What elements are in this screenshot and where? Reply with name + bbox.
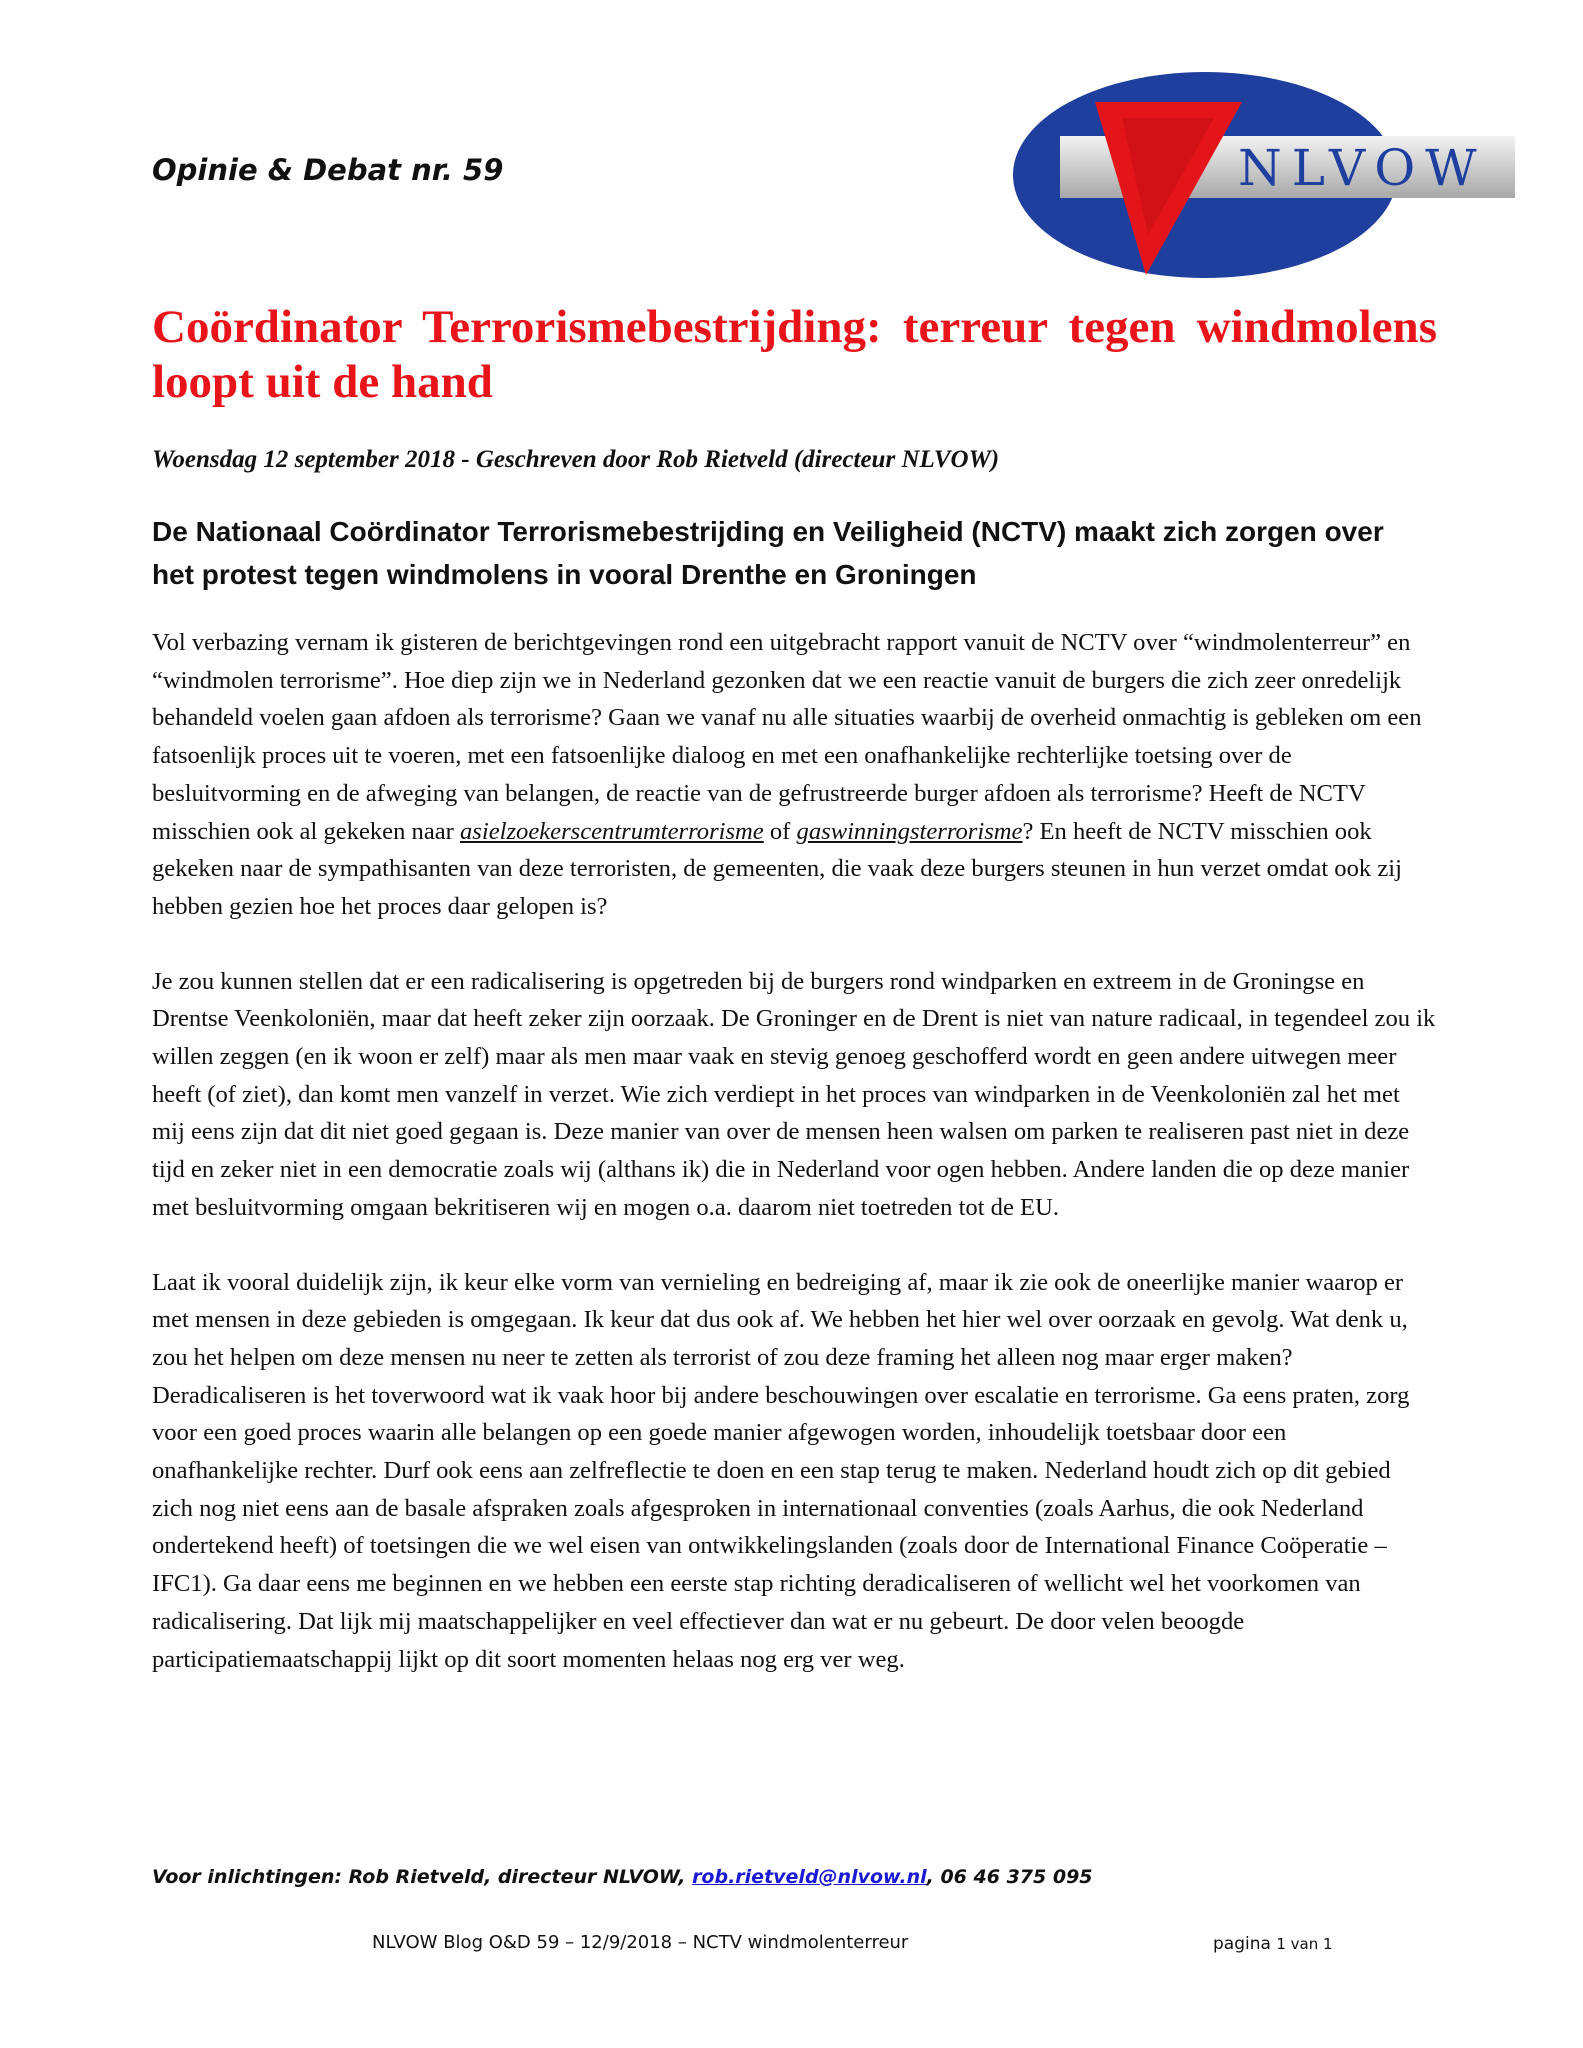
paragraph-1 <box>152 624 1437 926</box>
article-title: Coördinator Terrorismebestrijding: terreur tegen windmolens loopt uit de hand <box>152 301 1437 408</box>
link-gaswinningsterrorisme[interactable]: gaswinningsterrorisme <box>796 817 1023 845</box>
article-body <box>152 624 1437 1715</box>
link-asielzoekerscentrumterrorisme[interactable]: asielzoekerscentrumterrorisme <box>460 817 764 845</box>
paragraph-1-text-b: of <box>763 817 797 845</box>
contact-phone: , 06 46 375 095 <box>926 1866 1093 1888</box>
article-lead: De Nationaal Coördinator Terrorismebestrijding en Veiligheid (NCTV) maakt zich zorgen over het protest tegen windmolens in vooral Drenthe en Groningen <box>152 516 1384 590</box>
footer-title: NLVOW Blog O&D 59 – 12/9/2018 – NCTV windmolenterreur <box>372 1932 909 1953</box>
paragraph-2: Je zou kunnen stellen dat er een radicalisering is opgetreden bij de burgers rond windparken en extreem in de Groningse en Drentse Veenkoloniën, maar dat heeft zeker zijn oorzaak. De Groninger en de Drent is niet van nature radicaal, in tegendeel zou ik willen zeggen (en ik woon er zelf) maar als men maar vaak en stevig genoeg geschofferd wordt en geen andere uitwegen meer heeft (of ziet), dan komt men vanzelf in verzet. Wie zich verdiept in het proces van windparken in de Veenkoloniën zal het met mij eens zijn dat dit niet goed gegaan is. Deze manier van over de mensen heen walsen om parken te realiseren past niet in deze tijd en zeker niet in een democratie zoals wij (althans ik) die in Nederland voor ogen hebben. Andere landen die op deze manier met besluitvorming omgaan bekritiseren wij en mogen o.a. daarom niet toetreden tot de EU. <box>152 967 1436 1221</box>
footer-page-count: 1 van 1 <box>1276 1935 1333 1953</box>
contact-prefix: Voor inlichtingen: Rob Rietveld, directeur NLVOW, <box>152 1866 693 1888</box>
document-series-label: Opinie & Debat nr. 59 <box>152 153 504 187</box>
article-byline: Woensdag 12 september 2018 - Geschreven door Rob Rietveld (directeur NLVOW) <box>152 446 1000 473</box>
paragraph-1-text-c: ? En heeft de NCTV misschien ook gekeken naar de sympathisanten van deze terroristen, de gemeenten, die vaak deze burgers steunen in hun verzet omdat ook zij hebben gezien hoe het proces daar gelopen is? <box>152 817 1402 920</box>
nlvow-logo <box>1010 70 1520 280</box>
logo-wordmark: NLVOW <box>1238 139 1487 197</box>
paragraph-3: Laat ik vooral duidelijk zijn, ik keur elke vorm van vernieling en bedreiging af, maar ik zie ook de oneerlijke manier waarop er met mensen in deze gebieden is omgegaan. Ik keur dat dus ook af. We hebben het hier wel over oorzaak en gevolg. Wat denk u, zou het helpen om deze mensen nu neer te zetten als terrorist of zou deze framing het alleen nog maar erger maken? Deradicaliseren is het toverwoord wat ik vaak hoor bij andere beschouwingen over escalatie en terrorisme. Ga eens praten, zorg voor een goed proces waarin alle belangen op een goede manier afgewogen worden, inhoudelijk toetsbaar door een onafhankelijke rechter. Durf ook eens aan zelfreflectie te doen en een stap terug te maken. Nederland houdt zich op dit gebied zich nog niet eens aan de basale afspraken zoals afgesproken in internationaal conventies (zoals Aarhus, die ook Nederland ondertekend heeft) of toetsingen die we wel eisen van ontwikkelingslanden (zoals door de International Finance Coöperatie – IFC1). Ga daar eens me beginnen en we hebben een eerste stap richting deradicaliseren of wellicht wel het voorkomen van radicalisering. Dat lijk mij maatschappelijker en veel effectiever dan wat er nu gebeurt. De door velen beoogde participatiemaatschappij lijkt op dit soort momenten helaas nog erg ver weg. <box>152 1268 1410 1673</box>
contact-email-link[interactable]: rob.rietveld@nlvow.nl <box>692 1866 927 1888</box>
contact-line <box>152 1866 1093 1888</box>
paragraph-1-text-a: Vol verbazing vernam ik gisteren de berichtgevingen rond een uitgebracht rapport vanuit de NCTV over “windmolenterreur” en “windmolen terrorisme”. Hoe diep zijn we in Nederland gezonken dat we een reactie vanuit de burgers die zich zeer onredelijk behandeld voelen gaan afdoen als terrorisme? Gaan we vanaf nu alle situaties waarbij de overheid onmachtig is gebleken om een fatsoenlijk proces uit te voeren, met een fatsoenlijke dialoog en met een onafhankelijke rechterlijke toetsing over de besluitvorming en de afweging van belangen, de reactie van de gefrustreerde burger afdoen als terrorisme? Heeft de NCTV misschien ook al gekeken naar <box>152 629 1422 845</box>
footer-page-label: pagina <box>1213 1934 1277 1954</box>
footer-page-number <box>1213 1934 1333 1954</box>
